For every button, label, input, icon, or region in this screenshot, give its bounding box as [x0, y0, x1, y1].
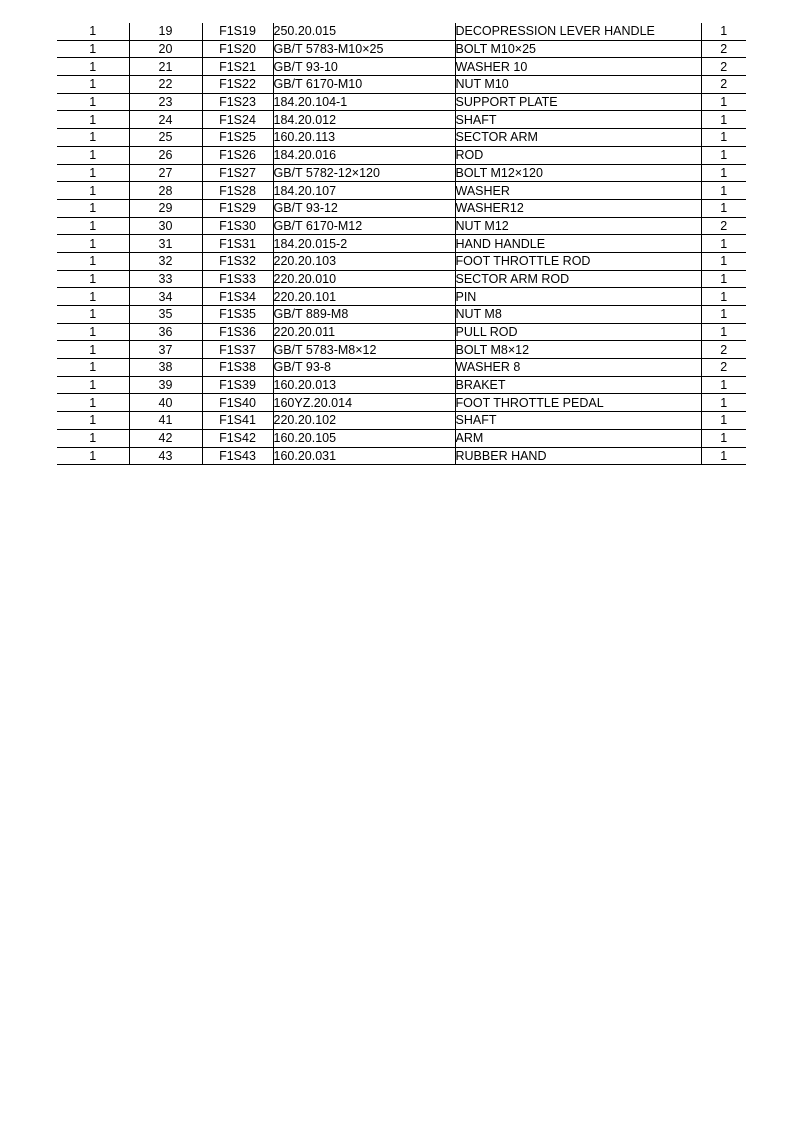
quantity-cell: 1 — [57, 306, 129, 324]
part-number-cell: GB/T 93-12 — [273, 199, 455, 217]
item-number-cell: 33 — [129, 270, 202, 288]
quantity-cell: 1 — [57, 111, 129, 129]
part-number-cell: GB/T 5783-M8×12 — [273, 341, 455, 359]
table-row — [57, 412, 746, 430]
part-number-cell: GB/T 6170-M12 — [273, 217, 455, 235]
code-cell: F1S39 — [202, 376, 273, 394]
count-cell: 1 — [701, 111, 746, 129]
item-number-cell: 40 — [129, 394, 202, 412]
part-name-cell: NUT M10 — [455, 76, 701, 94]
part-name-cell: RUBBER HAND — [455, 447, 701, 465]
part-name-cell: WASHER 10 — [455, 58, 701, 76]
count-cell: 1 — [701, 252, 746, 270]
count-cell: 1 — [701, 23, 746, 40]
table-row — [57, 76, 746, 94]
item-number-cell: 42 — [129, 429, 202, 447]
quantity-cell: 1 — [57, 182, 129, 200]
item-number-cell: 35 — [129, 306, 202, 324]
part-number-cell: GB/T 93-10 — [273, 58, 455, 76]
quantity-cell: 1 — [57, 164, 129, 182]
item-number-cell: 39 — [129, 376, 202, 394]
quantity-cell: 1 — [57, 288, 129, 306]
table-row — [57, 40, 746, 58]
quantity-cell: 1 — [57, 129, 129, 147]
table-row — [57, 394, 746, 412]
code-cell: F1S34 — [202, 288, 273, 306]
count-cell: 2 — [701, 217, 746, 235]
table-row — [57, 359, 746, 377]
item-number-cell: 43 — [129, 447, 202, 465]
quantity-cell: 1 — [57, 58, 129, 76]
table-row — [57, 199, 746, 217]
count-cell: 1 — [701, 129, 746, 147]
count-cell: 1 — [701, 164, 746, 182]
part-name-cell: NUT M8 — [455, 306, 701, 324]
table-row — [57, 341, 746, 359]
table-row — [57, 129, 746, 147]
part-name-cell: FOOT THROTTLE ROD — [455, 252, 701, 270]
table-row — [57, 235, 746, 253]
table-row — [57, 93, 746, 111]
parts-table-body — [57, 23, 746, 465]
quantity-cell: 1 — [57, 447, 129, 465]
item-number-cell: 24 — [129, 111, 202, 129]
code-cell: F1S25 — [202, 129, 273, 147]
quantity-cell: 1 — [57, 252, 129, 270]
table-row — [57, 429, 746, 447]
code-cell: F1S19 — [202, 23, 273, 40]
count-cell: 1 — [701, 146, 746, 164]
code-cell: F1S33 — [202, 270, 273, 288]
part-name-cell: FOOT THROTTLE PEDAL — [455, 394, 701, 412]
code-cell: F1S28 — [202, 182, 273, 200]
code-cell: F1S22 — [202, 76, 273, 94]
count-cell: 1 — [701, 306, 746, 324]
item-number-cell: 38 — [129, 359, 202, 377]
count-cell: 1 — [701, 235, 746, 253]
part-number-cell: 220.20.010 — [273, 270, 455, 288]
code-cell: F1S40 — [202, 394, 273, 412]
count-cell: 1 — [701, 182, 746, 200]
quantity-cell: 1 — [57, 359, 129, 377]
part-number-cell: 184.20.104-1 — [273, 93, 455, 111]
item-number-cell: 34 — [129, 288, 202, 306]
part-name-cell: ARM — [455, 429, 701, 447]
part-name-cell: ROD — [455, 146, 701, 164]
part-name-cell: BOLT M10×25 — [455, 40, 701, 58]
quantity-cell: 1 — [57, 146, 129, 164]
item-number-cell: 23 — [129, 93, 202, 111]
part-name-cell: BRAKET — [455, 376, 701, 394]
table-row — [57, 323, 746, 341]
table-row — [57, 270, 746, 288]
table-row — [57, 447, 746, 465]
table-row — [57, 252, 746, 270]
table-row — [57, 164, 746, 182]
part-name-cell: BOLT M8×12 — [455, 341, 701, 359]
count-cell: 2 — [701, 58, 746, 76]
part-number-cell: 220.20.102 — [273, 412, 455, 430]
part-number-cell: 184.20.015-2 — [273, 235, 455, 253]
item-number-cell: 25 — [129, 129, 202, 147]
item-number-cell: 36 — [129, 323, 202, 341]
item-number-cell: 21 — [129, 58, 202, 76]
code-cell: F1S36 — [202, 323, 273, 341]
part-number-cell: 184.20.107 — [273, 182, 455, 200]
code-cell: F1S43 — [202, 447, 273, 465]
quantity-cell: 1 — [57, 235, 129, 253]
code-cell: F1S32 — [202, 252, 273, 270]
part-number-cell: 160.20.113 — [273, 129, 455, 147]
quantity-cell: 1 — [57, 429, 129, 447]
count-cell: 1 — [701, 412, 746, 430]
part-number-cell: GB/T 6170-M10 — [273, 76, 455, 94]
table-row — [57, 58, 746, 76]
part-name-cell: WASHER12 — [455, 199, 701, 217]
part-name-cell: SHAFT — [455, 412, 701, 430]
count-cell: 1 — [701, 429, 746, 447]
quantity-cell: 1 — [57, 412, 129, 430]
count-cell: 2 — [701, 40, 746, 58]
part-number-cell: 184.20.016 — [273, 146, 455, 164]
table-row — [57, 182, 746, 200]
table-row — [57, 288, 746, 306]
count-cell: 1 — [701, 93, 746, 111]
quantity-cell: 1 — [57, 199, 129, 217]
quantity-cell: 1 — [57, 341, 129, 359]
code-cell: F1S42 — [202, 429, 273, 447]
quantity-cell: 1 — [57, 270, 129, 288]
table-row — [57, 146, 746, 164]
count-cell: 1 — [701, 270, 746, 288]
code-cell: F1S30 — [202, 217, 273, 235]
part-name-cell: WASHER — [455, 182, 701, 200]
part-name-cell: BOLT M12×120 — [455, 164, 701, 182]
part-number-cell: GB/T 93-8 — [273, 359, 455, 377]
item-number-cell: 30 — [129, 217, 202, 235]
quantity-cell: 1 — [57, 376, 129, 394]
part-number-cell: 250.20.015 — [273, 23, 455, 40]
quantity-cell: 1 — [57, 93, 129, 111]
part-name-cell: SUPPORT PLATE — [455, 93, 701, 111]
code-cell: F1S21 — [202, 58, 273, 76]
count-cell: 1 — [701, 447, 746, 465]
code-cell: F1S41 — [202, 412, 273, 430]
count-cell: 1 — [701, 199, 746, 217]
count-cell: 2 — [701, 359, 746, 377]
parts-table — [57, 23, 746, 465]
part-number-cell: 160.20.013 — [273, 376, 455, 394]
table-row — [57, 217, 746, 235]
part-number-cell: 184.20.012 — [273, 111, 455, 129]
count-cell: 1 — [701, 376, 746, 394]
item-number-cell: 31 — [129, 235, 202, 253]
part-number-cell: 220.20.101 — [273, 288, 455, 306]
part-name-cell: SECTOR ARM — [455, 129, 701, 147]
item-number-cell: 26 — [129, 146, 202, 164]
quantity-cell: 1 — [57, 323, 129, 341]
count-cell: 1 — [701, 323, 746, 341]
count-cell: 1 — [701, 394, 746, 412]
table-row — [57, 376, 746, 394]
item-number-cell: 41 — [129, 412, 202, 430]
table-row — [57, 23, 746, 40]
part-number-cell: GB/T 5782-12×120 — [273, 164, 455, 182]
part-number-cell: 160YZ.20.014 — [273, 394, 455, 412]
code-cell: F1S38 — [202, 359, 273, 377]
code-cell: F1S35 — [202, 306, 273, 324]
part-name-cell: DECOPRESSION LEVER HANDLE — [455, 23, 701, 40]
item-number-cell: 28 — [129, 182, 202, 200]
part-name-cell: HAND HANDLE — [455, 235, 701, 253]
code-cell: F1S31 — [202, 235, 273, 253]
table-row — [57, 111, 746, 129]
part-number-cell: GB/T 5783-M10×25 — [273, 40, 455, 58]
count-cell: 2 — [701, 341, 746, 359]
code-cell: F1S29 — [202, 199, 273, 217]
part-name-cell: NUT M12 — [455, 217, 701, 235]
item-number-cell: 22 — [129, 76, 202, 94]
part-name-cell: SECTOR ARM ROD — [455, 270, 701, 288]
item-number-cell: 19 — [129, 23, 202, 40]
part-name-cell: SHAFT — [455, 111, 701, 129]
code-cell: F1S24 — [202, 111, 273, 129]
code-cell: F1S26 — [202, 146, 273, 164]
quantity-cell: 1 — [57, 76, 129, 94]
count-cell: 1 — [701, 288, 746, 306]
part-number-cell: 160.20.105 — [273, 429, 455, 447]
quantity-cell: 1 — [57, 40, 129, 58]
item-number-cell: 27 — [129, 164, 202, 182]
count-cell: 2 — [701, 76, 746, 94]
quantity-cell: 1 — [57, 217, 129, 235]
part-number-cell: 220.20.011 — [273, 323, 455, 341]
item-number-cell: 29 — [129, 199, 202, 217]
code-cell: F1S20 — [202, 40, 273, 58]
part-number-cell: 160.20.031 — [273, 447, 455, 465]
part-number-cell: 220.20.103 — [273, 252, 455, 270]
part-name-cell: PULL ROD — [455, 323, 701, 341]
code-cell: F1S27 — [202, 164, 273, 182]
code-cell: F1S23 — [202, 93, 273, 111]
quantity-cell: 1 — [57, 23, 129, 40]
code-cell: F1S37 — [202, 341, 273, 359]
item-number-cell: 20 — [129, 40, 202, 58]
table-row — [57, 306, 746, 324]
quantity-cell: 1 — [57, 394, 129, 412]
part-name-cell: PIN — [455, 288, 701, 306]
part-number-cell: GB/T 889-M8 — [273, 306, 455, 324]
part-name-cell: WASHER 8 — [455, 359, 701, 377]
item-number-cell: 32 — [129, 252, 202, 270]
item-number-cell: 37 — [129, 341, 202, 359]
